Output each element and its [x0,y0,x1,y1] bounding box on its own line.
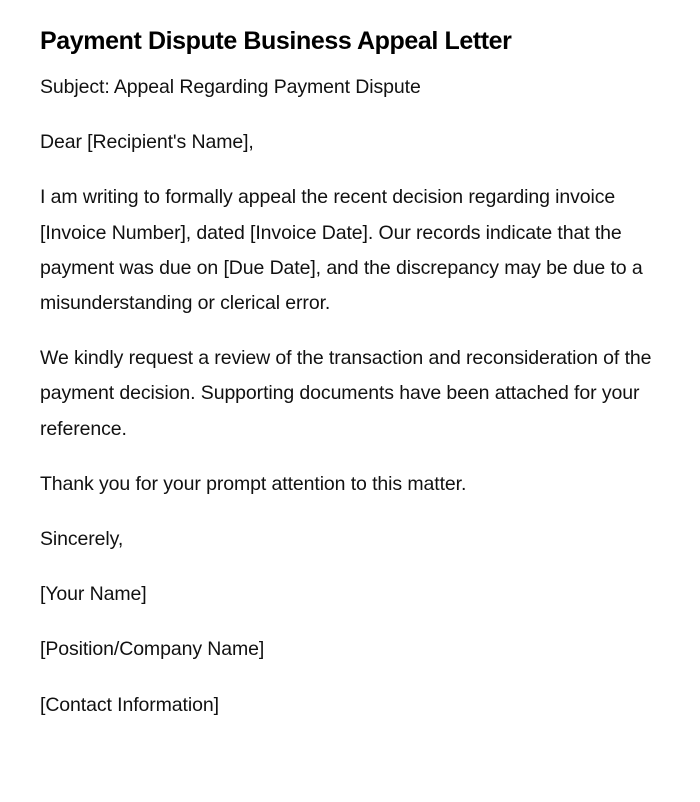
signature-contact: [Contact Information] [40,693,219,716]
document-title: Payment Dispute Business Appeal Letter [40,27,512,55]
subject-line: Subject: Appeal Regarding Payment Dispute [40,76,421,98]
body-paragraph-3: Thank you for your prompt attention to this matter. [40,472,467,495]
body-paragraph-1: I am writing to formally appeal the recent decision regarding invoice [Invoice Number], dated [Invoice Date]. Our records indicate that the payment was due on [Due Date], and the discrepancy may be due to a misunderstanding or clerical error. [40,186,643,315]
closing: Sincerely, [40,528,124,551]
signature-position: [Position/Company Name] [40,638,265,661]
signature-name: [Your Name] [40,583,147,606]
salutation: Dear [Recipient's Name], [40,131,254,154]
body-paragraph-2: We kindly request a review of the transaction and reconsideration of the payment decision. Supporting documents have been attached for your reference. [40,347,652,440]
